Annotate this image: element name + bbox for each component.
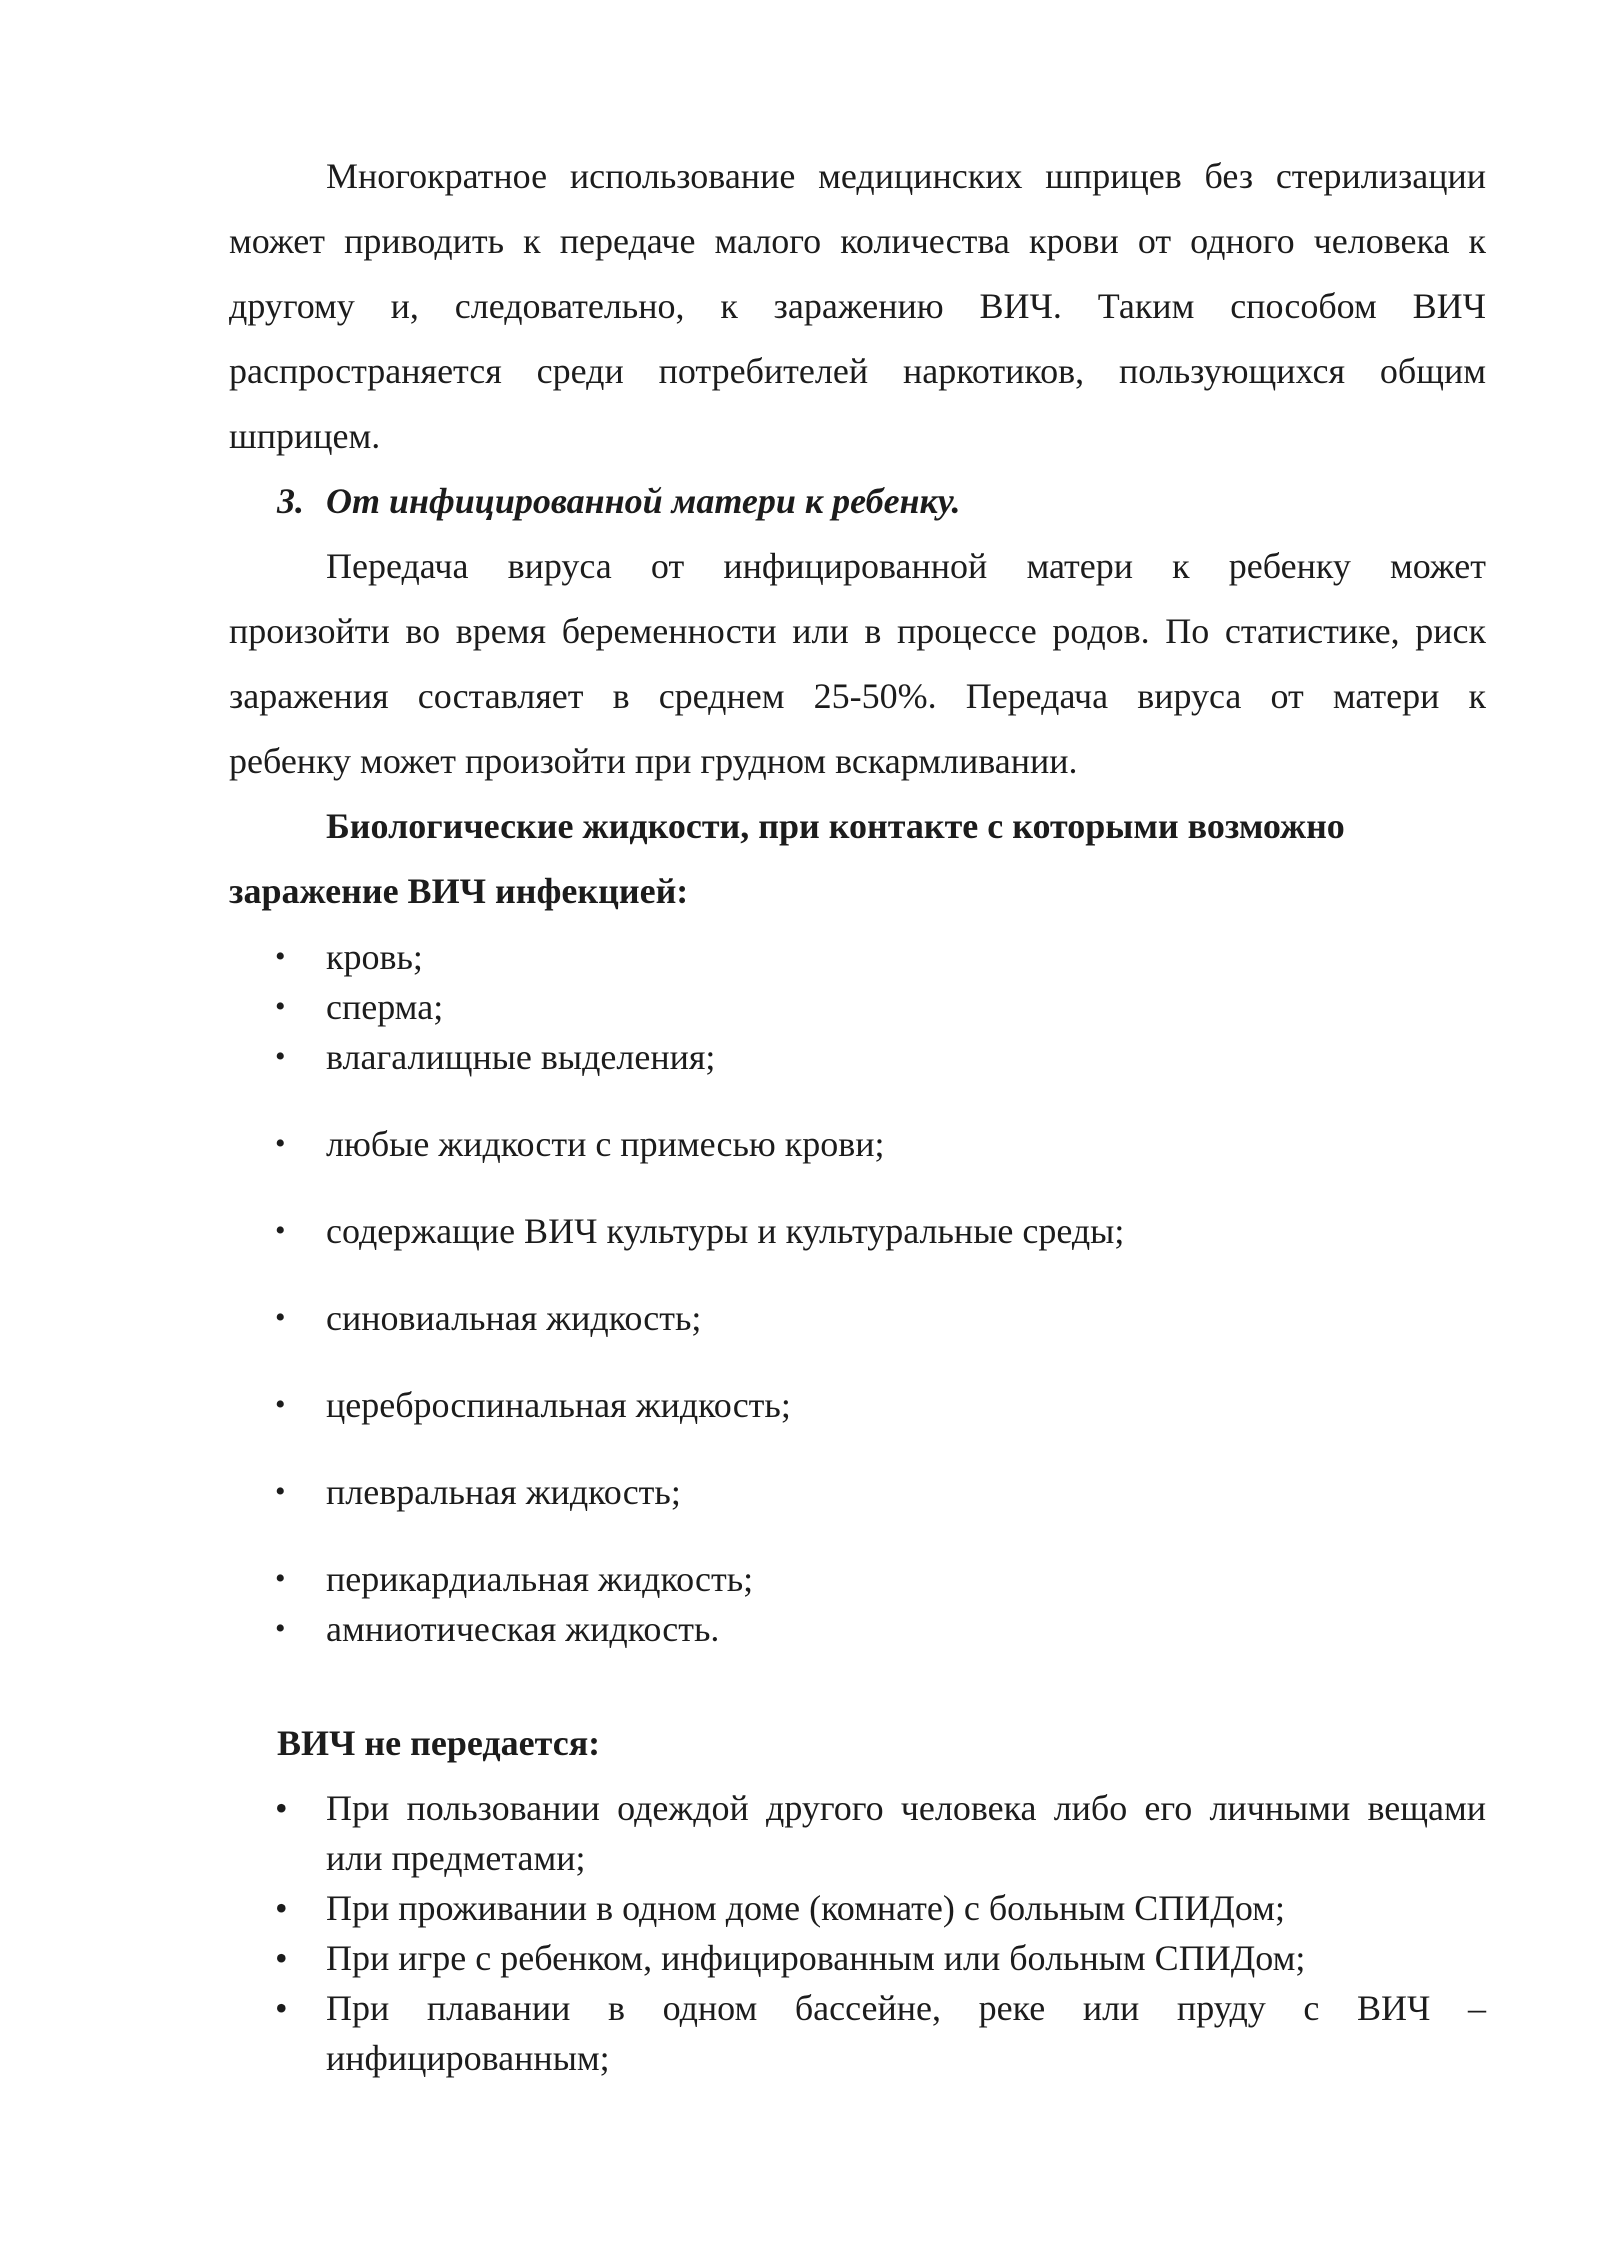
list-item-text: синовиальная жидкость; [326,1298,702,1338]
list-item-text: При плавании в одном бассейне, реке или пруду с ВИЧ – [326,1988,1486,2028]
paragraph-line: Многократное использование медицинских шприцев без стерилизации [326,156,1486,196]
heading-text: От инфицированной матери к ребенку. [326,481,961,521]
bullet-icon: • [275,1888,288,1928]
bullet-icon: • [275,1214,286,1247]
list-item-text: сперма; [326,987,444,1027]
paragraph-line: другому и, следовательно, к заражению ВИЧ. Таким способом ВИЧ [229,286,1486,326]
paragraph-line: Передача вируса от инфицированной матери к ребенку может [326,546,1486,586]
list-item-text: При игре с ребенком, инфицированным или больным СПИДом; [326,1938,1306,1978]
bullet-icon: • [275,1040,286,1073]
bullet-icon: • [275,1388,286,1421]
paragraph-line: шприцем. [229,416,381,456]
paragraph-line: может приводить к передаче малого количества крови от одного человека к [229,221,1486,261]
list-item-text: плевральная жидкость; [326,1472,681,1512]
list-item-text: цереброспинальная жидкость; [326,1385,791,1425]
bullet-icon: • [275,990,286,1023]
bullet-icon: • [275,1788,288,1828]
paragraph-line: заражения составляет в среднем 25-50%. Передача вируса от матери к [229,676,1486,716]
list-item-text-continued: или предметами; [326,1838,586,1878]
list-item-text: кровь; [326,937,423,977]
bullet-icon: • [275,940,286,973]
heading-line: Биологические жидкости, при контакте с которыми возможно [326,806,1345,846]
bullet-icon: • [275,1938,288,1978]
heading-line: ВИЧ не передается: [277,1723,601,1763]
bullet-icon: • [275,1127,286,1160]
bullet-icon: • [275,1301,286,1334]
bullet-icon: • [275,1475,286,1508]
paragraph-line: распространяется среди потребителей наркотиков, пользующихся общим [229,351,1486,391]
list-item-text: При пользовании одеждой другого человека либо его личными вещами [326,1788,1486,1828]
list-item-text: амниотическая жидкость. [326,1609,720,1649]
list-item-text-continued: инфицированным; [326,2038,610,2078]
paragraph-line: произойти во время беременности или в процессе родов. По статистике, риск [229,611,1486,651]
list-item-text: содержащие ВИЧ культуры и культуральные среды; [326,1211,1125,1251]
list-item-text: При проживании в одном доме (комнате) с больным СПИДом; [326,1888,1285,1928]
bullet-icon: • [275,1562,286,1595]
list-item-text: любые жидкости с примесью крови; [326,1124,885,1164]
bullet-icon: • [275,1988,288,2028]
paragraph-line: ребенку может произойти при грудном вскармливании. [229,741,1078,781]
list-item-text: влагалищные выделения; [326,1037,716,1077]
heading-line: заражение ВИЧ инфекцией: [229,871,689,911]
heading-number: 3. [277,481,304,521]
bullet-icon: • [275,1612,286,1645]
list-item-text: перикардиальная жидкость; [326,1559,754,1599]
